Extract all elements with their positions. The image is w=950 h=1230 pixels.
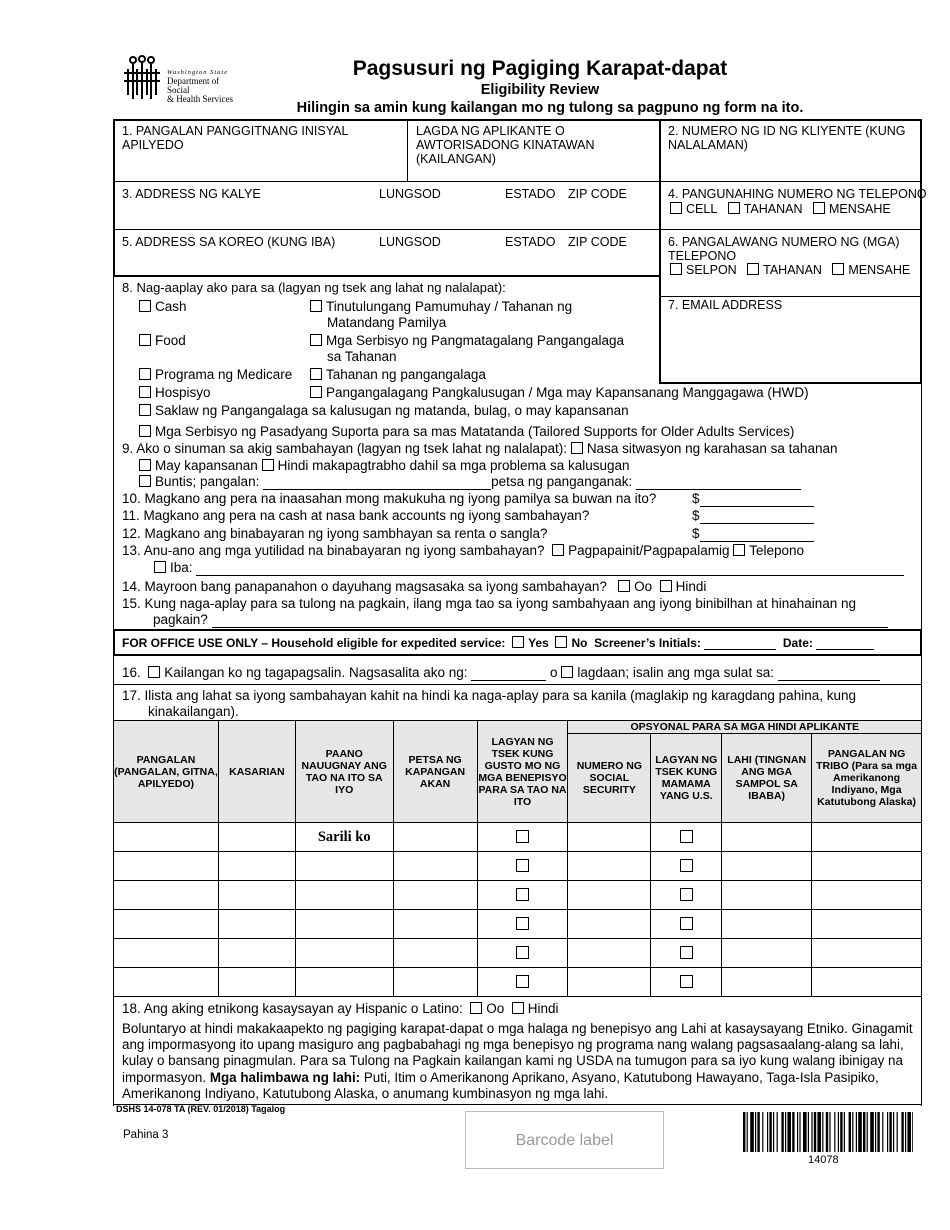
primary-phone-options: CELL TAHANAN MENSAHE xyxy=(670,202,891,216)
table-row xyxy=(114,852,922,881)
hispanic-yes-label: Oo xyxy=(486,1001,505,1016)
barcode-bar xyxy=(875,1112,876,1152)
table-row xyxy=(114,910,922,939)
col-birthdate-header: PETSA NG KAPANGAN AKAN xyxy=(393,721,477,823)
benefits-cell xyxy=(477,939,568,968)
barcode-bar xyxy=(867,1112,868,1152)
q11-dollar: $ xyxy=(692,508,700,523)
hispanic-no-checkbox[interactable] xyxy=(512,1002,524,1014)
street-address-field[interactable] xyxy=(115,202,655,228)
barcode-bar xyxy=(893,1112,894,1152)
citizen-checkbox[interactable] xyxy=(680,830,693,843)
ssn-cell[interactable] xyxy=(568,968,651,997)
barcode-bar xyxy=(907,1112,911,1152)
health-coverage-label: Saklaw ng Pangangalaga sa kalusugan ng matanda, bulag, o may kapansanan xyxy=(155,403,629,418)
primary-phone-label: 4. PANGUNAHING NUMERO NG TELEPONO xyxy=(668,187,927,201)
interpreter-label: Kailangan ko ng tagapagsalin. Nagsasalita ako ng: xyxy=(164,665,468,680)
q10-label: 10. Magkano ang pera na inaasahan mong makukuha ng iyong pamilya sa buwan na ito? xyxy=(122,491,657,506)
message-checkbox[interactable] xyxy=(813,202,825,214)
barcode-bar xyxy=(743,1112,745,1152)
birthdate-cell[interactable] xyxy=(393,910,477,939)
dshs-logo-icon xyxy=(121,55,163,101)
barcode-bar xyxy=(856,1112,857,1152)
q18-label: 18. Ang aking etnikong kasaysayan ay Hispanic o Latino: xyxy=(122,1001,463,1016)
q12-amount-field[interactable] xyxy=(700,528,814,542)
in-home-care-label-2: sa Tahanan xyxy=(327,349,397,364)
table-row xyxy=(114,823,922,852)
citizen-checkbox[interactable] xyxy=(680,859,693,872)
relation-cell[interactable] xyxy=(295,968,393,997)
barcode-bar xyxy=(826,1112,828,1152)
race-cell[interactable] xyxy=(722,910,812,939)
hwd-checkbox[interactable] xyxy=(310,386,322,398)
barcode-bar xyxy=(792,1112,794,1152)
secondary-phone-label: 6. PANGALAWANG NUMERO NG (MGA) TELEPONO xyxy=(668,235,900,263)
barcode-bar xyxy=(785,1112,786,1152)
name-field[interactable] xyxy=(115,152,405,180)
message2-checkbox[interactable] xyxy=(832,263,844,275)
race-examples-text: Puti, Itim o Amerikanong Aprikano, Asyano, Katutubong Hawayano, Taga-Isla Pasipiko, Amerikanong Indiyano, Katutubong Alaska, o anumang kumbinasyon ng mga lahi. xyxy=(122,1069,879,1101)
mailing-address-label: 5. ADDRESS SA KOREO (KUNG IBA) xyxy=(122,235,336,249)
barcode xyxy=(743,1112,913,1152)
ssn-cell[interactable] xyxy=(568,823,651,852)
citizen-checkbox[interactable] xyxy=(680,975,693,988)
dshs-logo xyxy=(121,55,241,104)
table-row xyxy=(114,968,922,997)
benefits-checkbox[interactable] xyxy=(516,975,529,988)
sex-cell[interactable] xyxy=(218,881,295,910)
food-checkbox[interactable] xyxy=(139,334,151,346)
cash-label: Cash xyxy=(155,299,187,314)
applicant-name-label: 1. PANGALAN PANGGITNANG INISYAL APILYEDO xyxy=(122,124,348,152)
hospice-checkbox[interactable] xyxy=(139,386,151,398)
col-tribe-header: PANGALAN NG TRIBO (Para sa mga Amerikanong Indiyano, Mga Katutubong Alaska) xyxy=(812,734,922,823)
benefits-cell xyxy=(477,968,568,997)
race-cell[interactable] xyxy=(722,968,812,997)
table-row xyxy=(114,881,922,910)
sign-language-checkbox[interactable] xyxy=(561,666,573,678)
q14-no-checkbox[interactable] xyxy=(660,580,672,592)
page-number: Pahina 3 xyxy=(123,1129,169,1141)
q11-label: 11. Magkano ang pera na cash at nasa bank accounts ng iyong sambahayan? xyxy=(122,508,590,523)
screener-initials-label: Screener’s Initials: xyxy=(594,636,701,650)
screener-initials-field[interactable] xyxy=(704,649,776,650)
barcode-bar xyxy=(912,1112,913,1152)
pregnant-name-field[interactable] xyxy=(263,489,491,490)
food-label: Food xyxy=(155,333,186,348)
street-city-label: LUNGSOD xyxy=(379,187,441,201)
heating-checkbox[interactable] xyxy=(552,544,564,556)
tsoa-label: Mga Serbisyo ng Pasadyang Suporta para sa mas Matatanda (Tailored Supports for Older Adults Services) xyxy=(155,424,795,439)
name-cell[interactable] xyxy=(114,910,219,939)
tribe-cell[interactable] xyxy=(812,823,922,852)
interpreter-checkbox[interactable] xyxy=(148,666,160,678)
hispanic-no-label: Hindi xyxy=(527,1001,559,1016)
citizen-checkbox[interactable] xyxy=(680,946,693,959)
barcode-bar xyxy=(882,1112,883,1152)
relation-cell[interactable] xyxy=(295,823,393,852)
logo-dept: Department of Social xyxy=(167,76,220,95)
barcode-bar xyxy=(870,1112,874,1152)
barcode-bar xyxy=(897,1112,898,1152)
in-home-care-checkbox[interactable] xyxy=(310,334,322,346)
citizen-cell xyxy=(651,852,722,881)
mailing-city-label: LUNGSOD xyxy=(379,235,441,249)
tribe-cell[interactable] xyxy=(812,939,922,968)
due-date-label: petsa ng panganganak: xyxy=(491,474,633,489)
benefits-checkbox[interactable] xyxy=(516,888,529,901)
mailing-state-label: ESTADO xyxy=(505,235,556,249)
written-language-field[interactable] xyxy=(778,680,880,681)
birthdate-cell[interactable] xyxy=(393,823,477,852)
q9-label: 9. Ako o sinuman sa akig sambahayan (lagyan ng tsek lahat ng nalalapat): xyxy=(122,441,568,456)
office-use-label: FOR OFFICE USE ONLY – Household eligible for expedited service: xyxy=(122,636,506,650)
tribe-cell[interactable] xyxy=(812,881,922,910)
help-instruction: Hilingin sa amin kung kailangan mo ng tulong sa pagpuno ng form na ito. xyxy=(296,100,804,116)
race-cell[interactable] xyxy=(722,881,812,910)
household-table-body xyxy=(114,823,922,997)
disability-checkbox[interactable] xyxy=(139,459,151,471)
barcode-bar xyxy=(811,1112,812,1152)
tribe-cell[interactable] xyxy=(812,852,922,881)
barcode-bar xyxy=(755,1112,756,1152)
q14-yes-label: Oo xyxy=(634,579,653,594)
q16-label: 16. xyxy=(122,665,141,680)
race-disclaimer xyxy=(122,1021,917,1102)
barcode-bar xyxy=(863,1112,865,1152)
citizen-cell xyxy=(651,823,722,852)
optional-header: OPSYONAL PARA SA MGA HINDI APLIKANTE xyxy=(568,721,922,734)
birthdate-cell[interactable] xyxy=(393,881,477,910)
client-id-label: 2. NUMERO NG ID NG KLIYENTE (KUNG NALALAMAN) xyxy=(668,124,906,152)
email-label: 7. EMAIL ADDRESS xyxy=(668,298,783,312)
name-cell[interactable] xyxy=(114,823,219,852)
other-utility-label: Iba: xyxy=(170,560,193,575)
in-home-care-label: Mga Serbisyo ng Pangmatagalang Pangangalaga xyxy=(326,333,624,348)
spoken-language-field[interactable] xyxy=(471,680,546,681)
pregnant-label: Buntis; pangalan: xyxy=(155,474,260,489)
race-examples-label: Mga halimbawa ng lahi: xyxy=(209,1069,361,1085)
benefits-cell xyxy=(477,881,568,910)
q14-no-label: Hindi xyxy=(675,579,707,594)
barcode-bar xyxy=(838,1112,839,1152)
barcode-label-box xyxy=(465,1111,664,1169)
health-coverage-checkbox[interactable] xyxy=(139,404,151,416)
citizen-cell xyxy=(651,881,722,910)
barcode-bar xyxy=(852,1112,853,1152)
table-row xyxy=(114,939,922,968)
col-ssn-header: NUMERO NG SOCIAL SECURITY xyxy=(568,734,651,823)
q15-count-field[interactable] xyxy=(212,627,888,628)
applicant-signature-label: LAGDA NG APLIKANTE O AWTORISADONG KINATAWAN (KAILANGAN) xyxy=(416,124,595,166)
unable-to-work-label: Hindi makapagtrabho dahil sa mga problema sa kalusugan xyxy=(277,458,630,473)
page-subtitle: Eligibility Review xyxy=(480,82,600,98)
citizen-cell xyxy=(651,968,722,997)
cell-checkbox[interactable] xyxy=(670,202,682,214)
barcode-bar xyxy=(787,1112,791,1152)
citizen-checkbox[interactable] xyxy=(680,888,693,901)
barcode-bar xyxy=(814,1112,816,1152)
citizen-cell xyxy=(651,939,722,968)
q11-amount-field[interactable] xyxy=(700,510,814,524)
barcode-bar xyxy=(767,1112,768,1152)
secondary-phone-options: SELPON TAHANAN MENSAHE xyxy=(670,263,910,277)
birthdate-cell[interactable] xyxy=(393,939,477,968)
office-date-label: Date: xyxy=(782,636,813,650)
office-no-checkbox[interactable] xyxy=(555,636,567,648)
telephone-label: Telepono xyxy=(749,543,805,558)
household-table xyxy=(113,720,922,997)
barcode-number: 14078 xyxy=(808,1154,839,1166)
q15-label-2: pagkain? xyxy=(153,612,208,627)
q10-dollar: $ xyxy=(692,491,700,506)
q13-label: 13. Anu-ano ang mga yutilidad na binabayaran ng iyong sambahayan? xyxy=(122,543,545,558)
race-cell[interactable] xyxy=(722,852,812,881)
name-cell[interactable] xyxy=(114,881,219,910)
barcode-bar xyxy=(844,1112,845,1152)
office-yes-label: Yes xyxy=(528,636,549,650)
hispanic-yes-checkbox[interactable] xyxy=(470,1002,482,1014)
ssn-cell[interactable] xyxy=(568,910,651,939)
barcode-icon xyxy=(743,1112,913,1152)
hospice-label: Hospisyo xyxy=(155,385,211,400)
col-benefits-header: LAGYAN NG TSEK KUNG GUSTO MO NG MGA BENEPISYO PARA SA TAO NA ITO xyxy=(477,721,568,823)
benefits-cell xyxy=(477,910,568,939)
name-cell[interactable] xyxy=(114,852,219,881)
barcode-bar xyxy=(757,1112,759,1152)
barcode-bar xyxy=(773,1112,774,1152)
medicare-checkbox[interactable] xyxy=(139,368,151,380)
q16-or: o xyxy=(550,665,558,680)
barcode-bar xyxy=(762,1112,763,1152)
ssn-cell[interactable] xyxy=(568,881,651,910)
barcode-bar xyxy=(777,1112,778,1152)
barcode-bar xyxy=(797,1112,798,1152)
due-date-field[interactable] xyxy=(636,489,801,490)
barcode-bar xyxy=(817,1112,821,1152)
name-cell[interactable] xyxy=(114,968,219,997)
relation-cell[interactable] xyxy=(295,910,393,939)
col-race-header: LAHI (TINGNAN ANG MGA SAMPOL SA IBABA) xyxy=(722,734,812,823)
q17-label-2: kinakailangan). xyxy=(148,704,239,719)
barcode-bar xyxy=(781,1112,783,1152)
home2-checkbox[interactable] xyxy=(747,263,759,275)
barcode-bar xyxy=(849,1112,851,1152)
tribe-cell[interactable] xyxy=(812,968,922,997)
barcode-bar xyxy=(834,1112,835,1152)
relation-self-text: Sarili ko xyxy=(317,828,371,845)
mailing-address-field[interactable] xyxy=(115,250,655,274)
sex-cell[interactable] xyxy=(218,823,295,852)
birthdate-cell[interactable] xyxy=(393,852,477,881)
q14-yes-checkbox[interactable] xyxy=(618,580,630,592)
q12-label: 12. Magkano ang binabayaran ng iyong sambhayan sa renta o sangla? xyxy=(122,526,548,541)
race-disclaimer-text: Boluntaryo at hindi makakaapekto ng pagiging karapat-dapat o mga halaga ng benepisyo ang Lahi at kasaysayang Etniko. Ginagamit ang impormasyong ito upang masiguro ang pagbabahagi ng mga benepisyo ng programa nang walang pagsasaalang-alang sa lahi, kulay o bansang pinagmulan. Para sa Tulong na Pagkain kailangan kami ng USDA na tumugon para sa iyo kung walang ibinigay na impormasyon. xyxy=(122,1021,913,1085)
barcode-bar xyxy=(887,1112,888,1152)
barcode-bar xyxy=(750,1112,754,1152)
sex-cell[interactable] xyxy=(218,852,295,881)
barcode-bar xyxy=(905,1112,906,1152)
race-cell[interactable] xyxy=(722,823,812,852)
barcode-bar xyxy=(822,1112,823,1152)
name-cell[interactable] xyxy=(114,939,219,968)
barcode-label-text: Barcode label xyxy=(515,1132,614,1149)
office-date-field[interactable] xyxy=(816,649,874,650)
page-title: Pagsusuri ng Pagiging Karapat-dapat xyxy=(352,57,728,80)
other-utility-checkbox[interactable] xyxy=(154,561,166,573)
relation-cell[interactable] xyxy=(295,852,393,881)
office-yes-checkbox[interactable] xyxy=(512,636,524,648)
barcode-bar xyxy=(799,1112,800,1152)
telephone-checkbox[interactable] xyxy=(733,544,745,556)
tribe-cell[interactable] xyxy=(812,910,922,939)
domestic-violence-label: Nasa sitwasyon ng karahasan sa tahanan xyxy=(586,441,838,456)
street-address-label: 3. ADDRESS NG KALYE xyxy=(122,187,261,201)
cellphone-checkbox[interactable] xyxy=(670,263,682,275)
office-no-label: No xyxy=(571,636,588,650)
email-field[interactable] xyxy=(661,314,920,382)
barcode-bar xyxy=(769,1112,771,1152)
unable-to-work-checkbox[interactable] xyxy=(262,459,274,471)
medicare-label: Programa ng Medicare xyxy=(155,367,293,382)
barcode-bar xyxy=(829,1112,830,1152)
street-zip-label: ZIP CODE xyxy=(568,187,627,201)
citizen-cell xyxy=(651,910,722,939)
sex-cell[interactable] xyxy=(218,968,295,997)
citizen-checkbox[interactable] xyxy=(680,917,693,930)
sex-cell[interactable] xyxy=(218,939,295,968)
barcode-bar xyxy=(840,1112,842,1152)
barcode-bar xyxy=(889,1112,891,1152)
hwd-label: Pangangalagang Pangkalusugan / Mga may Kapansanang Manggagawa (HWD) xyxy=(326,385,809,400)
ssn-cell[interactable] xyxy=(568,939,651,968)
barcode-bar xyxy=(877,1112,879,1152)
mailing-zip-label: ZIP CODE xyxy=(568,235,627,249)
col-name-header: PANGALAN (PANGALAN, GITNA, APILYEDO) xyxy=(114,721,219,823)
sign-language-label: lagdaan; isalin ang mga sulat sa: xyxy=(577,665,774,680)
benefits-checkbox[interactable] xyxy=(516,859,529,872)
nursing-home-checkbox[interactable] xyxy=(310,368,322,380)
relation-cell[interactable] xyxy=(295,939,393,968)
benefits-checkbox[interactable] xyxy=(516,830,529,843)
assisted-living-label: Tinutulungang Pamumuhay / Tahanan ng xyxy=(326,299,573,314)
col-citizen-header: LAGYAN NG TSEK KUNG MAMAMA YANG U.S. xyxy=(651,734,722,823)
q17-label: 17. Ilista ang lahat sa iyong sambahayan kahit na hindi ka naga-aplay para sa kanila (maglakip ng karagdang pahina, kung xyxy=(122,688,856,703)
race-cell[interactable] xyxy=(722,939,812,968)
street-state-label: ESTADO xyxy=(505,187,556,201)
domestic-violence-checkbox[interactable] xyxy=(571,442,583,454)
assisted-living-label-2: Matandang Pamilya xyxy=(327,315,447,330)
pregnant-checkbox[interactable] xyxy=(139,475,151,487)
ssn-cell[interactable] xyxy=(568,852,651,881)
barcode-bar xyxy=(747,1112,748,1152)
barcode-bar xyxy=(901,1112,903,1152)
heating-label: Pagpapainit/Pagpapalamig xyxy=(568,543,730,558)
barcode-bar xyxy=(808,1112,809,1152)
logo-dept2: & Health Services xyxy=(167,94,233,104)
barcode-bar xyxy=(858,1112,862,1152)
form-id: DSHS 14-078 TA (REV. 01/2018) Tagalog xyxy=(116,1104,286,1114)
barcode-bar xyxy=(803,1112,807,1152)
benefits-cell xyxy=(477,852,568,881)
benefits-checkbox[interactable] xyxy=(516,946,529,959)
q10-amount-field[interactable] xyxy=(700,493,814,507)
benefits-checkbox[interactable] xyxy=(516,917,529,930)
nursing-home-label: Tahanan ng pangangalaga xyxy=(326,367,486,382)
sex-cell[interactable] xyxy=(218,910,295,939)
assisted-living-checkbox[interactable] xyxy=(310,300,322,312)
signature-field[interactable] xyxy=(409,166,657,180)
birthdate-cell[interactable] xyxy=(393,968,477,997)
cash-checkbox[interactable] xyxy=(139,300,151,312)
q14-label: 14. Mayroon bang panapanahon o dayuhang magsasaka sa iyong sambahayan? xyxy=(122,579,607,594)
q8-label: 8. Nag-aaplay ako para sa (lagyan ng tsek ang lahat ng nalalapat): xyxy=(122,280,506,295)
q15-label: 15. Kung naga-aplay para sa tulong na pagkain, ilang mga tao sa iyong sambahyaan ang iyong binibilhan at hinahainan ng xyxy=(122,596,857,611)
q12-dollar: $ xyxy=(692,526,700,541)
relation-cell[interactable] xyxy=(295,881,393,910)
disability-label: May kapansanan xyxy=(155,458,258,473)
home-checkbox[interactable] xyxy=(728,202,740,214)
other-utility-field[interactable] xyxy=(196,575,904,576)
logo-state: Washington State xyxy=(167,69,229,76)
col-sex-header: KASARIAN xyxy=(218,721,295,823)
col-relation-header: PAANO NAUUGNAY ANG TAO NA ITO SA IYO xyxy=(295,721,393,823)
client-id-field[interactable] xyxy=(661,152,920,180)
tsoa-checkbox[interactable] xyxy=(139,425,151,437)
benefits-cell xyxy=(477,823,568,852)
